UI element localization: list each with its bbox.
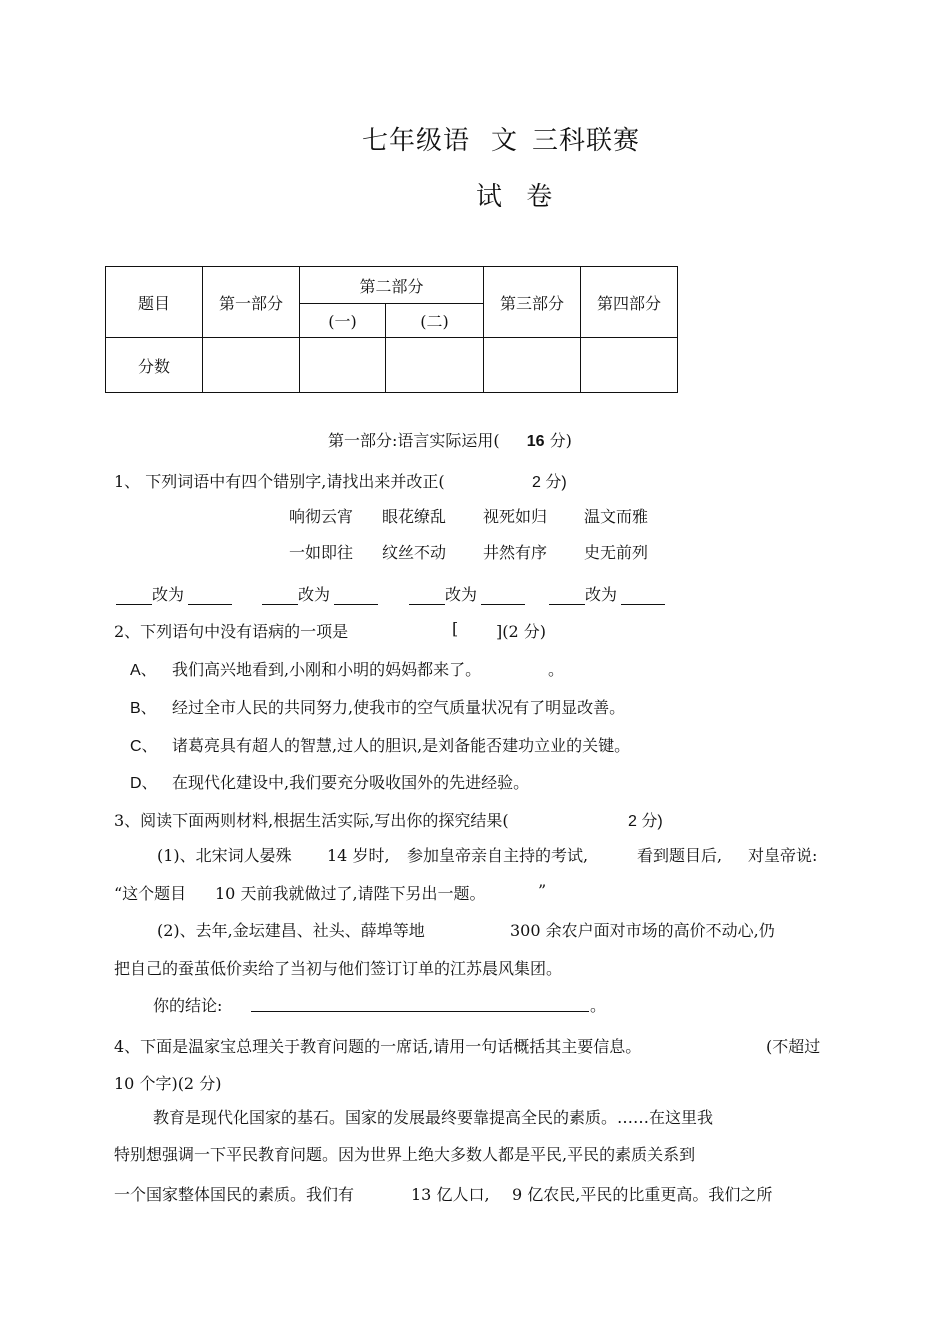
q3-conclusion-label: 你的结论: (153, 996, 223, 1015)
q3-material1-line2-c: ” (538, 881, 547, 900)
q1-word: 史无前列 (584, 543, 649, 562)
q1-answer-blank[interactable] (188, 589, 232, 605)
q2-stem: 2、下列语句中没有语病的一项是 (114, 622, 349, 641)
q3-material1-line2-b: 10 天前我就做过了,请陛下另出一题。 (215, 884, 486, 903)
q1-change-label: 改为 (152, 585, 185, 604)
section1-points: 16 (526, 433, 545, 450)
q1-correction-3 (409, 582, 525, 605)
q3-material1-b: 14 岁时, (327, 846, 390, 865)
q4-limit-line2: 10 个字)(2 分) (114, 1074, 222, 1093)
q3-conclusion-end: 。 (590, 996, 607, 1015)
q2-option-text: 在现代化建设中,我们要充分吸收国外的先进经验。 (172, 773, 530, 792)
section1-heading-end: 分) (549, 431, 572, 450)
q1-word: 井然有序 (483, 543, 548, 562)
q2-option-label: D、 (130, 775, 158, 792)
q3-material1-a: (1)、北宋词人晏殊 (157, 846, 292, 865)
q1-word: 一如即往 (289, 543, 354, 562)
score-cell-part4[interactable] (581, 338, 678, 393)
q1-answer-blank[interactable] (334, 589, 378, 605)
col-header-part4: 第四部分 (581, 267, 678, 338)
q2-option-label: C、 (130, 738, 158, 755)
q3-material1-line2-a: “这个题目 (114, 884, 187, 903)
q2-option-text: 我们高兴地看到,小刚和小明的妈妈都来了。 (172, 660, 482, 679)
q1-correction-4 (549, 582, 665, 605)
q1-word: 纹丝不动 (382, 543, 447, 562)
score-table (105, 266, 678, 393)
q4-passage-line1: 教育是现代化国家的基石。国家的发展最终要靠提高全民的素质。……在这里我 (153, 1108, 714, 1127)
q3-material2-b: 300 余农户面对市场的高价不动心,仍 (510, 921, 775, 940)
q1-answer-blank[interactable] (621, 589, 665, 605)
q2-option-label: B、 (130, 700, 157, 717)
row-label-topic: 题目 (106, 267, 203, 338)
q2-option-label: A、 (130, 662, 157, 679)
title-part2: 文 (491, 126, 519, 156)
q4-passage-line3-b: 13 亿人口, (411, 1185, 490, 1204)
col-header-part2: 第二部分 (300, 267, 484, 304)
score-cell-part2-sub1[interactable] (300, 338, 386, 393)
q1-points: 2 分) (532, 474, 567, 491)
q1-change-label: 改为 (298, 585, 331, 604)
q1-correction-2 (262, 582, 378, 605)
q1-stem: 1、 下列词语中有四个错别字,请找出来并改正( (114, 472, 445, 491)
q2-option-tail: 。 (548, 660, 565, 679)
q1-answer-blank[interactable] (262, 589, 298, 605)
title-part1: 七年级语 (362, 126, 471, 156)
q4-stem: 4、下面是温家宝总理关于教育问题的一席话,请用一句话概括其主要信息。 (114, 1037, 642, 1056)
section1-heading-text: 第一部分:语言实际运用( (328, 431, 500, 450)
q3-points: 2 分) (628, 813, 663, 830)
q4-limit: (不超过 (766, 1037, 821, 1056)
score-cell-part1[interactable] (203, 338, 300, 393)
q1-word: 温文而雅 (584, 507, 649, 526)
q1-answer-blank[interactable] (409, 589, 445, 605)
q2-option-text: 经过全市人民的共同努力,使我市的空气质量状况有了明显改善。 (172, 698, 626, 717)
q3-material1-d: 看到题目后, (637, 846, 723, 865)
q2-option-text: 诸葛亮具有超人的智慧,过人的胆识,是刘备能否建功立业的关键。 (172, 736, 631, 755)
q4-passage-line3-c: 9 亿农民,平民的比重更高。我们之所 (512, 1185, 773, 1204)
q3-material2-line2: 把自己的蚕茧低价卖给了当初与他们签订订单的江苏晨风集团。 (114, 959, 563, 978)
title-part3: 三科联赛 (532, 126, 641, 156)
q2-bracket-close: ](2 分) (496, 622, 546, 641)
subtitle: 试 卷 (476, 182, 561, 212)
q1-change-label: 改为 (445, 585, 478, 604)
q1-word: 眼花缭乱 (382, 507, 447, 526)
col-header-part2-sub2: (二) (386, 304, 484, 338)
q1-change-label: 改为 (585, 585, 618, 604)
score-cell-part2-sub2[interactable] (386, 338, 484, 393)
score-cell-part3[interactable] (484, 338, 581, 393)
q4-passage-line2: 特别想强调一下平民教育问题。因为世界上绝大多数人都是平民,平民的素质关系到 (114, 1145, 696, 1164)
section1-heading (328, 428, 572, 451)
q1-correction-1 (116, 582, 232, 605)
q3-conclusion-blank[interactable] (251, 995, 589, 1012)
q3-material1-c: 参加皇帝亲自主持的考试, (407, 846, 589, 865)
q3-material1-e: 对皇帝说: (748, 846, 818, 865)
q1-answer-blank[interactable] (549, 589, 585, 605)
col-header-part1: 第一部分 (203, 267, 300, 338)
col-header-part2-sub1: (一) (300, 304, 386, 338)
q3-stem: 3、阅读下面两则材料,根据生活实际,写出你的探究结果( (114, 811, 509, 830)
q2-bracket-open: [ (452, 619, 459, 638)
q4-passage-line3-a: 一个国家整体国民的素质。我们有 (114, 1185, 355, 1204)
row-label-score: 分数 (106, 338, 203, 393)
q1-word: 响彻云宵 (289, 507, 354, 526)
q1-word: 视死如归 (483, 507, 548, 526)
q1-answer-blank[interactable] (481, 589, 525, 605)
q3-material2-a: (2)、去年,金坛建昌、社头、薛埠等地 (157, 921, 425, 940)
col-header-part3: 第三部分 (484, 267, 581, 338)
q1-answer-blank[interactable] (116, 589, 152, 605)
